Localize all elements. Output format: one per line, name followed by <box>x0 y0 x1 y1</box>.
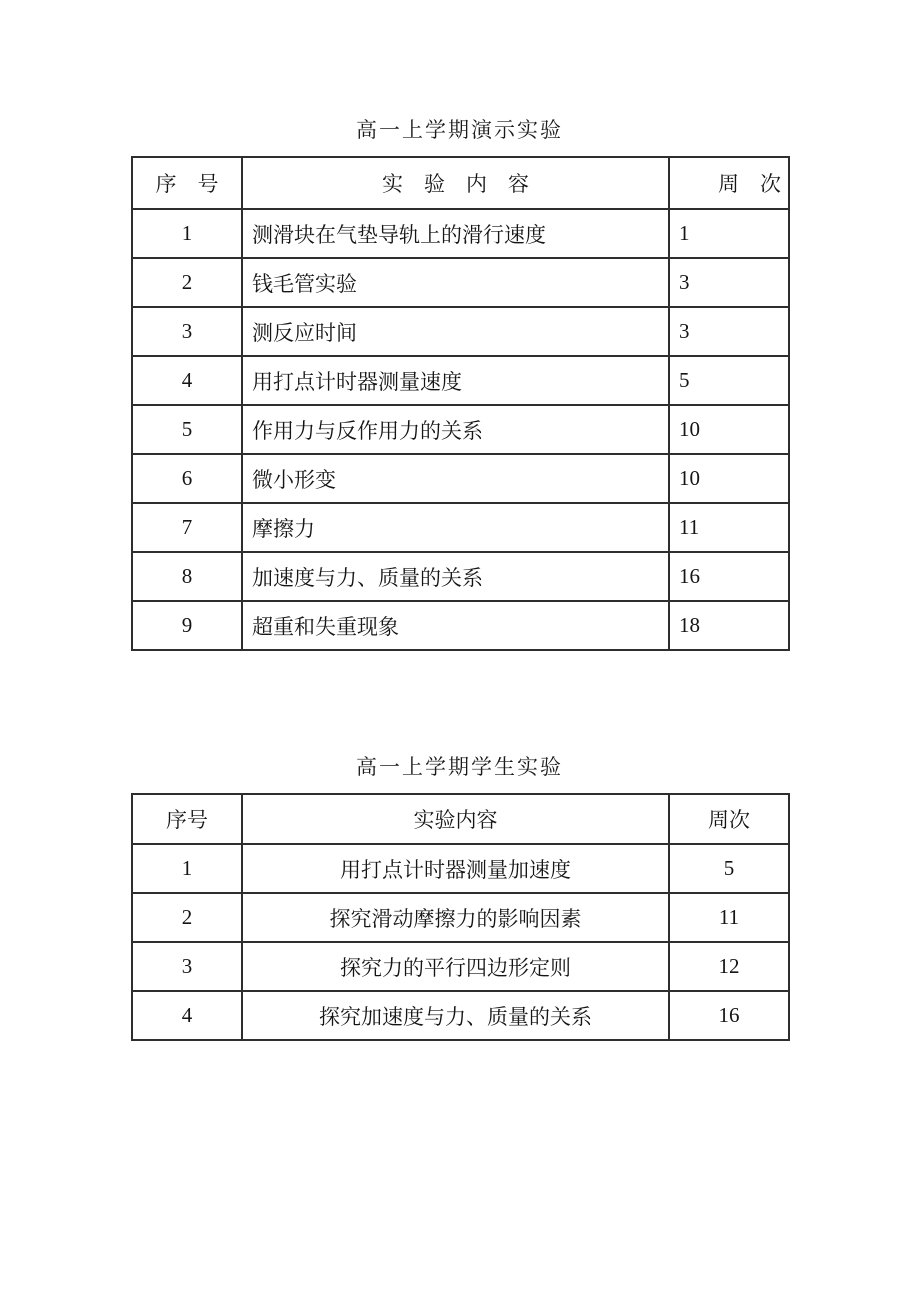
cell-content: 探究力的平行四边形定则 <box>242 942 669 991</box>
cell-week: 16 <box>669 991 789 1040</box>
cell-index: 4 <box>132 356 242 405</box>
demo-experiments-section <box>131 115 788 651</box>
cell-index: 5 <box>132 405 242 454</box>
demo-experiments-table <box>131 156 790 651</box>
cell-content: 测反应时间 <box>242 307 669 356</box>
cell-index: 6 <box>132 454 242 503</box>
cell-week: 18 <box>669 601 789 650</box>
cell-week: 5 <box>669 844 789 893</box>
cell-content: 摩擦力 <box>242 503 669 552</box>
table-body <box>132 844 789 1040</box>
cell-week: 11 <box>669 893 789 942</box>
header-row <box>132 157 789 209</box>
table-row <box>132 405 789 454</box>
header-row <box>132 794 789 844</box>
table-body <box>132 209 789 650</box>
cell-week: 3 <box>669 307 789 356</box>
table-row <box>132 942 789 991</box>
table-row <box>132 209 789 258</box>
cell-index: 1 <box>132 844 242 893</box>
cell-week: 1 <box>669 209 789 258</box>
cell-index: 4 <box>132 991 242 1040</box>
table-row <box>132 601 789 650</box>
cell-content: 钱毛管实验 <box>242 258 669 307</box>
cell-content: 加速度与力、质量的关系 <box>242 552 669 601</box>
header-week: 周 次 <box>669 157 789 209</box>
table-row <box>132 258 789 307</box>
cell-index: 3 <box>132 942 242 991</box>
cell-content: 作用力与反作用力的关系 <box>242 405 669 454</box>
cell-content: 用打点计时器测量速度 <box>242 356 669 405</box>
cell-week: 12 <box>669 942 789 991</box>
table-row <box>132 503 789 552</box>
cell-index: 8 <box>132 552 242 601</box>
cell-index: 3 <box>132 307 242 356</box>
header-index: 序号 <box>132 794 242 844</box>
table-row <box>132 893 789 942</box>
cell-index: 9 <box>132 601 242 650</box>
cell-week: 3 <box>669 258 789 307</box>
student-experiments-table <box>131 793 790 1041</box>
cell-content: 微小形变 <box>242 454 669 503</box>
table-row <box>132 552 789 601</box>
cell-index: 2 <box>132 258 242 307</box>
cell-index: 2 <box>132 893 242 942</box>
table-row <box>132 307 789 356</box>
table-row <box>132 356 789 405</box>
cell-week: 10 <box>669 405 789 454</box>
cell-content: 探究滑动摩擦力的影响因素 <box>242 893 669 942</box>
demo-table-title: 高一上学期演示实验 <box>356 118 563 142</box>
header-index: 序 号 <box>132 157 242 209</box>
cell-week: 5 <box>669 356 789 405</box>
table-row <box>132 991 789 1040</box>
cell-week: 10 <box>669 454 789 503</box>
table-row <box>132 454 789 503</box>
header-content: 实验内容 <box>242 794 669 844</box>
cell-content: 用打点计时器测量加速度 <box>242 844 669 893</box>
cell-content: 探究加速度与力、质量的关系 <box>242 991 669 1040</box>
cell-content: 超重和失重现象 <box>242 601 669 650</box>
header-week: 周次 <box>669 794 789 844</box>
header-content: 实 验 内 容 <box>242 157 669 209</box>
cell-index: 7 <box>132 503 242 552</box>
student-table-title: 高一上学期学生实验 <box>356 755 563 779</box>
cell-content: 测滑块在气垫导轨上的滑行速度 <box>242 209 669 258</box>
cell-index: 1 <box>132 209 242 258</box>
cell-week: 16 <box>669 552 789 601</box>
student-experiments-section <box>131 752 788 1041</box>
table-row <box>132 844 789 893</box>
cell-week: 11 <box>669 503 789 552</box>
